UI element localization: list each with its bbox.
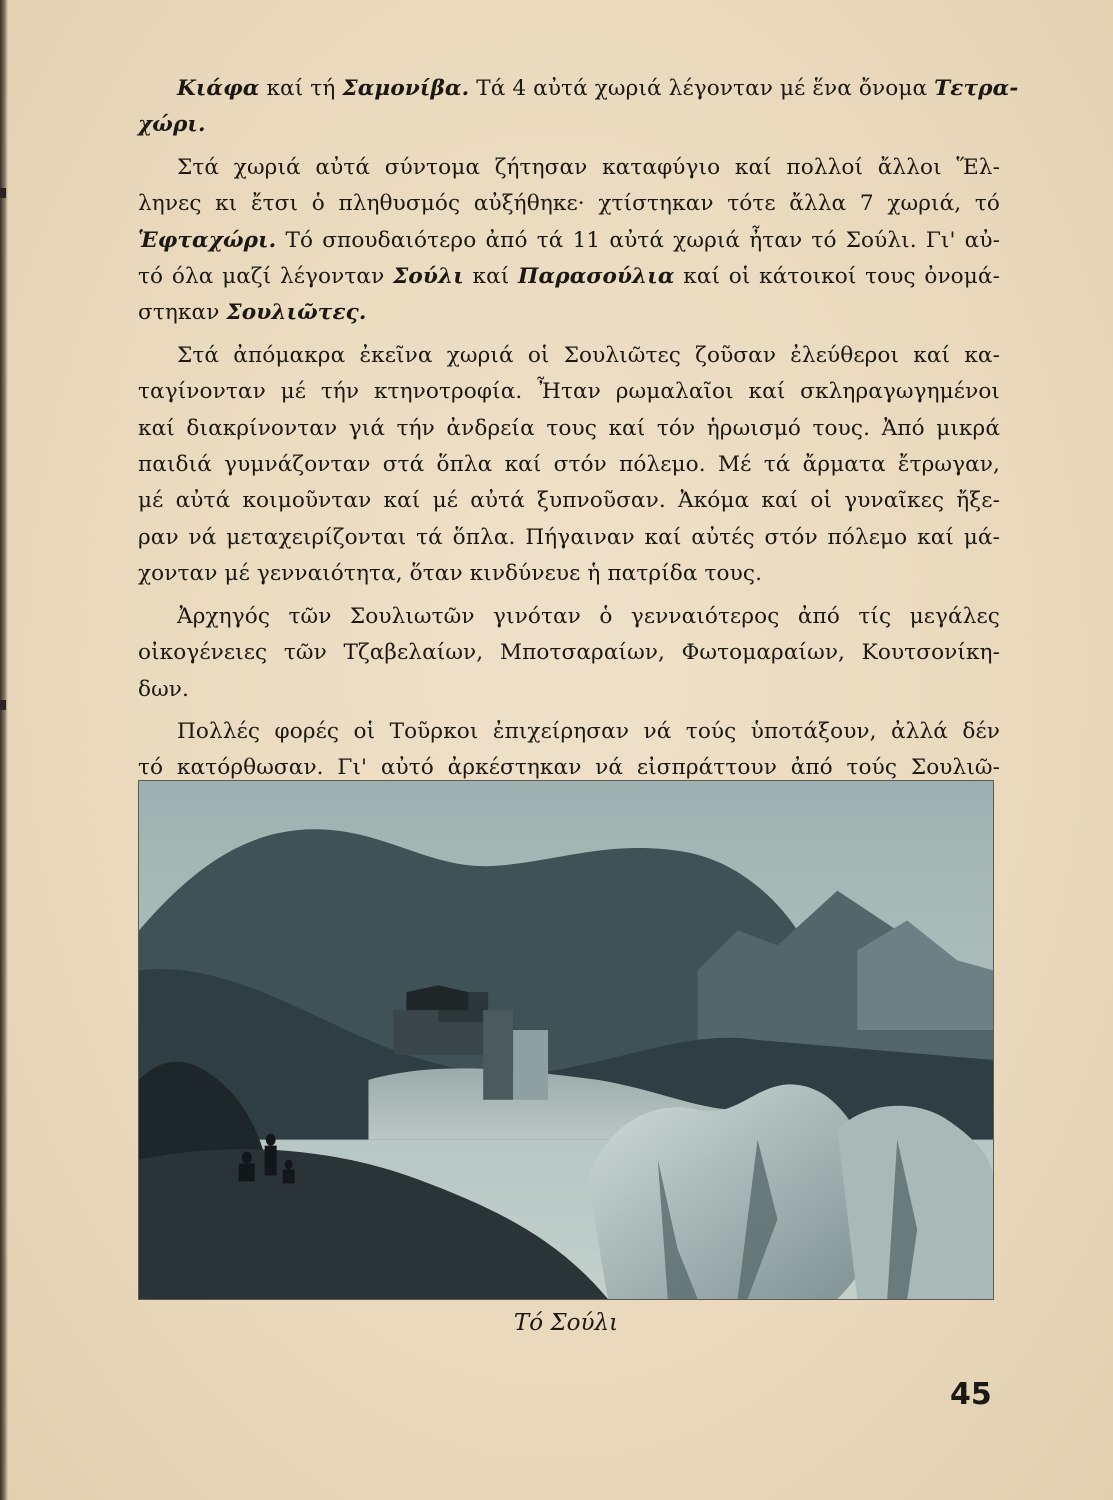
text-line [138,599,1000,635]
text-run: παιδιά γυμνάζονταν στά ὅπλα καί στόν πόλεμο. Μέ τά ἄρματα ἔτρωγαν, [138,452,1000,478]
text-run: τό όλα μαζί λέγονταν [138,264,394,290]
text-run: καί τή [259,76,343,101]
souli-engraving [139,781,993,1299]
emphasized-term: Κιάφα [177,76,260,101]
text-run: Ἀρχηγός τῶν Σουλιωτῶν γινόταν ὁ γενναιότερος ἀπό τίς μεγάλες [177,603,1000,629]
text-line [138,520,1000,556]
emphasized-term: Παρασούλια [518,264,675,290]
text-line [138,672,1000,708]
text-line [138,338,1000,374]
text-run: οἰκογένειες τῶν Τζαβελαίων, Μποτσαραίων, Φωτομαραίων, Κουτσονίκη- [138,640,1000,666]
text-run: χονταν μέ γενναιότητα, ὅταν κινδύνευε ἡ πατρίδα τους. [138,561,763,587]
text-run: Πολλές φορές οἱ Τοῦρκοι ἐπιχείρησαν νά τούς ὑποτάξουν, ἀλλά δέν [177,718,1000,744]
emphasized-term: Σουλιῶτες. [226,300,367,326]
text-run: καί οἱ κάτοικοί τους ὀνομά- [674,264,1000,290]
emphasized-term: Τετρα- [934,76,1019,101]
paragraph [138,150,1000,332]
spine-mark [0,188,6,198]
text-line [138,635,1000,671]
text-line [138,186,1000,222]
text-line [138,223,1000,259]
body-text [138,71,1019,823]
figure-caption: Τό Σούλι [513,1310,619,1336]
text-line [138,556,1000,592]
text-run: Στά ἀπόμακρα ἐκεῖνα χωριά οἱ Σουλιῶτες ζοῦσαν ἐλεύθεροι καί κα- [177,342,1000,368]
text-run: Τά 4 αὐτά χωριά λέγονταν μέ ἕνα ὄνομα [469,76,935,101]
text-run: ταγίνονταν μέ τήν κτηνοτροφία. Ἦταν ρωμαλαῖοι καί σκληραγωγημένοι [138,379,1000,405]
text-run: ληνες κι ἔτσι ὁ πληθυσμός αὐξήθηκε· χτίστηκαν τότε ἄλλα 7 χωριά, τό [138,191,1000,217]
text-run: ραν νά μεταχειρίζονται τά ὅπλα. Πήγαιναν καί αὐτές στόν πόλεμο καί μά- [138,524,1000,550]
paragraph [138,338,1000,593]
book-spine-shadow [0,0,8,1500]
text-line [138,374,1000,410]
emphasized-term: χώρι. [138,112,206,138]
text-line [138,71,1019,107]
text-run: Στά χωριά αὐτά σύντομα ζήτησαν καταφύγιο καί πολλοί ἄλλοι Ἕλ- [177,154,1000,180]
text-line [138,295,1000,331]
text-run: στηκαν [138,300,227,326]
text-line [138,107,1000,143]
text-run: δων. [138,676,189,702]
text-line [138,714,1000,750]
text-line [138,259,1000,295]
emphasized-term: Σαμονίβα. [342,76,470,101]
spine-mark [0,700,6,710]
paragraph [138,71,1019,144]
text-run: καί διακρίνονταν γιά τήν ἀνδρεία τους καί τόν ἡρωισμό τους. Ἀπό μικρά [138,415,1000,441]
text-line [138,150,1000,186]
text-line [138,447,1000,483]
emphasized-term: Ἑφταχώρι. [138,227,277,253]
text-run: καί [463,264,519,290]
illustration-souli [138,780,994,1300]
text-run: Τό σπουδαιότερο ἀπό τά 11 αὐτά χωριά ἦταν τό Σούλι. Γι' αὐ- [276,227,1000,253]
paragraph [138,599,1000,708]
text-run: μέ αὐτά κοιμοῦνταν καί μέ αὐτά ξυπνοῦσαν. Ἀκόμα καί οἱ γυναῖκες ἤξε- [138,488,1000,514]
text-run: τό κατόρθωσαν. Γι' αὐτό ἀρκέστηκαν νά εἰσπράττουν ἀπό τούς Σουλιῶ- [138,755,1000,781]
text-line [138,483,1000,519]
page-number: 45 [950,1377,992,1412]
text-line [138,411,1000,447]
emphasized-term: Σούλι [393,264,464,290]
